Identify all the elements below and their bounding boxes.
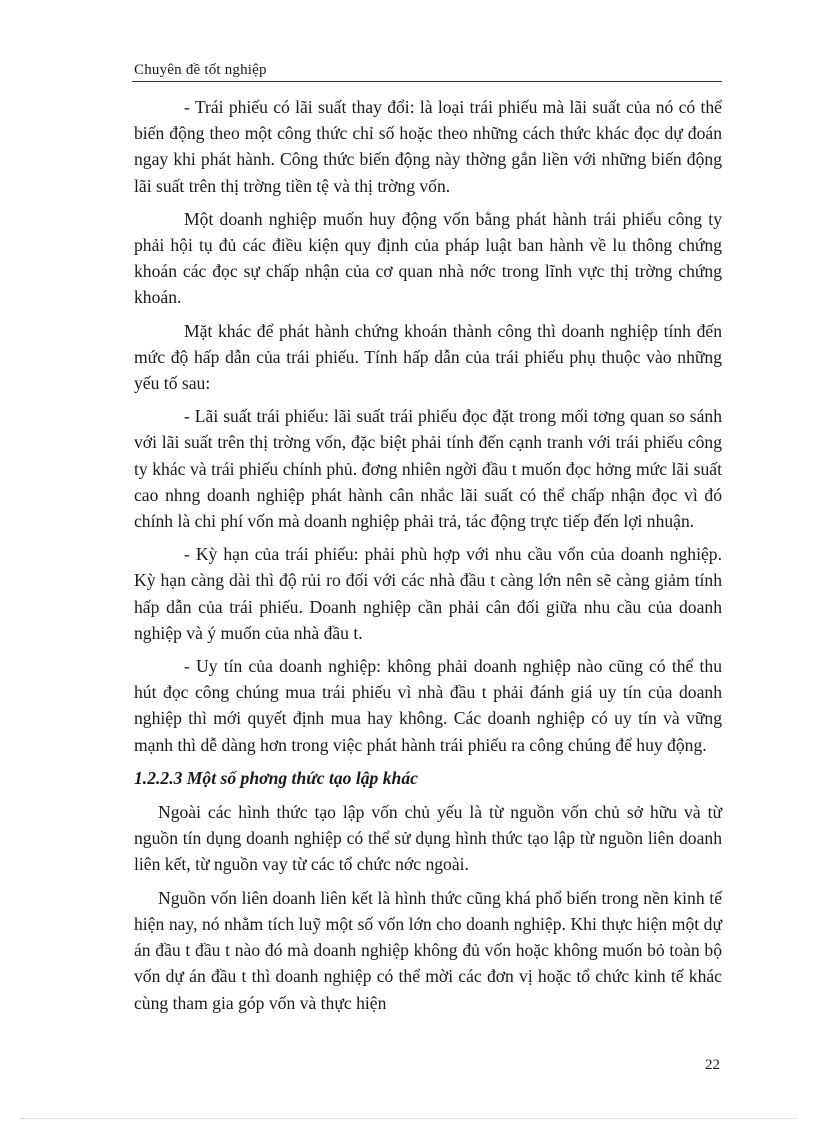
page-bottom-border xyxy=(20,1118,796,1119)
paragraph-maturity: - Kỳ hạn của trái phiếu: phải phù hợp với nhu cầu vốn của doanh nghiệp. Kỳ hạn càng dài thì độ rủi ro đối với các nhà đầu t càng lớn nên sẽ càng giảm tính hấp dẫn của trái phiếu. Doanh nghiệp cần phải cân đối giữa nhu cầu của doanh nghiệp và ý muốn của nhà đầu t. xyxy=(134,544,722,643)
paragraph-floating-rate: - Trái phiếu có lãi suất thay đổi: là loại trái phiếu mà lãi suất của nó có thể biến động theo một công thức chỉ số hoặc theo những cách thức khác đọc dự đoán ngay khi phát hành. Công thức biến động này thờng gắn liền với những biến động lãi suất trên thị trờng tiền tệ và thị trờng vốn. xyxy=(134,97,722,196)
paragraph-reputation: - Uy tín của doanh nghiệp: không phải doanh nghiệp nào cũng có thể thu hút đọc công chúng mua trái phiếu vì nhà đầu t phải đánh giá uy tín của doanh nghiệp thì mới quyết định mua hay không. Các doanh nghiệp có uy tín và vững mạnh thì dễ dàng hơn trong việc phát hành trái phiếu ra công chúng để huy động. xyxy=(134,656,722,755)
header-rule xyxy=(132,81,722,82)
paragraph-other-methods: Ngoài các hình thức tạo lập vốn chủ yếu là từ nguồn vốn chủ sở hữu và từ nguồn tín dụng doanh nghiệp có thể sử dụng hình thức tạo lập từ nguồn liên doanh liên kết, từ nguồn vay từ các tổ chức nớc ngoài. xyxy=(134,802,722,875)
body-text xyxy=(134,94,722,1023)
paragraph-interest-rate: - Lãi suất trái phiếu: lãi suất trái phiếu đọc đặt trong mối tơng quan so sánh với lãi suất trên thị trờng vốn, đặc biệt phải tính đến cạnh tranh với trái phiếu công ty khác và trái phiếu chính phủ. đơng nhiên ngời đầu t muốn đọc hởng mức lãi suất cao nhng doanh nghiệp phát hành cân nhắc lãi suất có thể chấp nhận đọc vì đó chính là chi phí vốn mà doanh nghiệp phải trả, tác động trực tiếp đến lợi nhuận. xyxy=(134,406,722,532)
section-heading: 1.2.2.3 Một số phơng thức tạo lập khác xyxy=(134,767,418,788)
paragraph-issuance-conditions: Một doanh nghiệp muốn huy động vốn bằng phát hành trái phiếu công ty phải hội tụ đủ các điều kiện quy định của pháp luật ban hành về lu thông chứng khoán các đọc sự chấp nhận của cơ quan nhà nớc trong lĩnh vực thị trờng chứng khoán. xyxy=(134,208,722,308)
page-number: 22 xyxy=(705,1057,720,1073)
paragraph-joint-venture: Nguồn vốn liên doanh liên kết là hình thức cũng khá phổ biến trong nền kinh tế hiện nay, nó nhằm tích luỹ một số vốn lớn cho doanh nghiệp. Khi thực hiện một dự án đầu t đầu t nào đó mà doanh nghiệp không đủ vốn hoặc không muốn bỏ toàn bộ vốn dự án đầu t thì doanh nghiệp có thể mời các đơn vị hoặc tổ chức kinh tế khác cùng tham gia góp vốn và thực hiện xyxy=(134,887,722,1013)
running-header: Chuyên đề tốt nghiệp xyxy=(134,62,267,78)
paragraph-attractiveness: Mặt khác để phát hành chứng khoán thành công thì doanh nghiệp tính đến mức độ hấp dẫn của trái phiếu. Tính hấp dẫn của trái phiếu phụ thuộc vào những yếu tố sau: xyxy=(134,320,722,394)
